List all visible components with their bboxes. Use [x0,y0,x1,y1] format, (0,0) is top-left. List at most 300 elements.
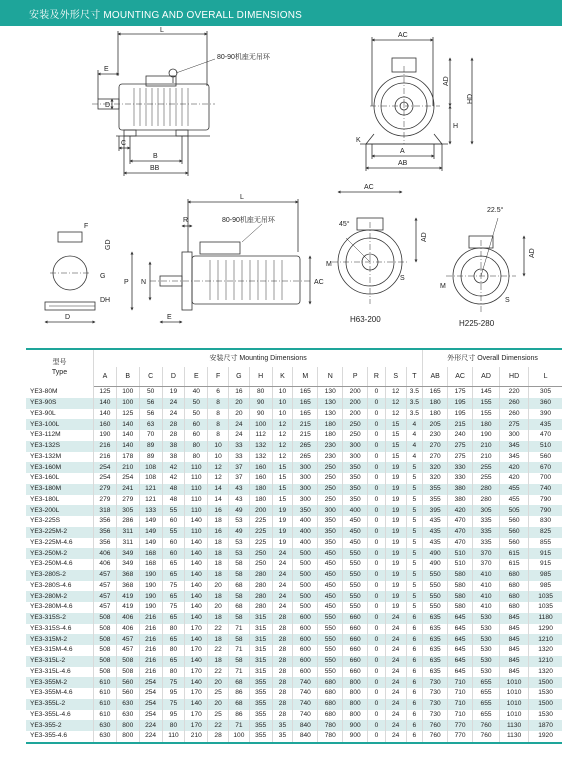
type-cell: YE3-80M [26,387,94,398]
value-cell: 305 [116,505,139,516]
value-cell: 15 [385,419,406,430]
column-header-k: K [272,367,293,387]
value-cell: 0 [368,688,386,699]
value-cell: 380 [448,495,473,506]
value-cell: 420 [448,505,473,516]
value-cell: 25 [208,688,229,699]
value-cell: 825 [529,527,562,538]
value-cell: 53 [228,538,249,549]
value-cell: 12 [272,441,293,452]
value-cell: 19 [385,473,406,484]
value-cell: 355 [249,731,272,743]
value-cell: 270 [423,441,448,452]
value-cell: 140 [185,677,208,688]
value-cell: 800 [116,731,139,743]
value-cell: 845 [500,634,529,645]
value-cell: 19 [385,462,406,473]
value-cell: 50 [139,387,162,398]
value-cell: 55 [162,527,185,538]
value-cell: 280 [473,495,500,506]
value-cell: 550 [343,548,368,559]
flange-a-m-label: M [326,261,332,268]
value-cell: 178 [116,452,139,463]
value-cell: 225 [249,538,272,549]
value-cell: 20 [228,409,249,420]
value-cell: 419 [116,602,139,613]
value-cell: 610 [94,677,117,688]
value-cell: 311 [116,527,139,538]
value-cell: 80 [185,452,208,463]
value-cell: 280 [249,591,272,602]
value-cell: 645 [448,624,473,635]
table-row [26,527,562,538]
value-cell: 550 [318,634,343,645]
value-cell: 6 [406,624,423,635]
value-cell: 550 [343,559,368,570]
type-cell: YE3-250M-4.6 [26,559,94,570]
value-cell: 38 [162,441,185,452]
value-cell: 450 [318,548,343,559]
value-cell: 280 [473,484,500,495]
value-cell: 125 [94,387,117,398]
value-cell: 48 [162,495,185,506]
value-cell: 155 [473,409,500,420]
value-cell: 190 [139,591,162,602]
value-cell: 190 [139,581,162,592]
value-cell: 80 [249,387,272,398]
value-cell: 680 [318,677,343,688]
value-cell: 216 [139,656,162,667]
value-cell: 140 [185,548,208,559]
value-cell: 450 [318,602,343,613]
value-cell: 19 [385,538,406,549]
value-cell: 140 [185,591,208,602]
value-cell: 0 [368,548,386,559]
value-cell: 355 [249,720,272,731]
value-cell: 112 [249,430,272,441]
value-cell: 18 [208,538,229,549]
value-cell: 0 [368,634,386,645]
type-cell: YE3-355L-4.6 [26,710,94,721]
value-cell: 24 [385,634,406,645]
dim-ad-label: AD [443,76,450,86]
value-cell: 80 [162,720,185,731]
column-header-e: E [185,367,208,387]
value-cell: 180 [423,409,448,420]
front-view-drawing [360,37,472,171]
value-cell: 5 [406,559,423,570]
value-cell: 89 [139,452,162,463]
value-cell: 350 [318,516,343,527]
value-cell: 457 [94,602,117,613]
value-cell: 195 [448,409,473,420]
table-row [26,441,562,452]
value-cell: 320 [423,462,448,473]
type-cell: YE3-225S [26,516,94,527]
value-cell: 25 [208,710,229,721]
value-cell: 630 [94,731,117,743]
value-cell: 18 [208,591,229,602]
value-cell: 5 [406,570,423,581]
value-cell: 12 [385,409,406,420]
dim-gd-label: GD [105,239,112,250]
value-cell: 450 [318,581,343,592]
value-cell: 530 [473,667,500,678]
value-cell: 130 [318,387,343,398]
value-cell: 170 [185,624,208,635]
value-cell: 24 [385,645,406,656]
value-cell: 270 [423,452,448,463]
value-cell: 53 [228,516,249,527]
value-cell: 168 [139,548,162,559]
value-cell: 300 [293,484,318,495]
value-cell: 740 [293,688,318,699]
value-cell: 180 [473,419,500,430]
value-cell: 125 [116,409,139,420]
value-cell: 350 [318,527,343,538]
value-cell: 170 [185,645,208,656]
value-cell: 900 [343,731,368,743]
value-cell: 60 [185,419,208,430]
value-cell: 140 [116,441,139,452]
value-cell: 132 [249,441,272,452]
value-cell: 680 [318,699,343,710]
value-cell: 0 [368,591,386,602]
value-cell: 190 [94,430,117,441]
value-cell: 24 [385,731,406,743]
value-cell: 149 [139,538,162,549]
value-cell: 1130 [500,720,529,731]
type-cell: YE3-112M [26,430,94,441]
value-cell: 800 [343,677,368,688]
value-cell: 508 [94,634,117,645]
value-cell: 19 [385,570,406,581]
value-cell: 635 [423,613,448,624]
value-cell: 140 [185,602,208,613]
section-title: 安装及外形尺寸 MOUNTING AND OVERALL DIMENSIONS [29,10,303,21]
value-cell: 250 [343,430,368,441]
value-cell: 300 [343,441,368,452]
value-cell: 0 [368,559,386,570]
value-cell: 5 [406,538,423,549]
value-cell: 335 [473,516,500,527]
value-cell: 225 [249,516,272,527]
flange-b-m-label: M [440,283,446,290]
value-cell: 1530 [538,710,553,718]
value-cell: 345 [500,452,529,463]
dim-ab-label: AB [398,160,408,167]
value-cell: 760 [423,720,448,731]
flange-a-angle-label: 45° [339,221,350,228]
value-cell: 180 [318,419,343,430]
table-row [26,473,562,484]
value-cell: 615 [500,559,529,570]
table-row [26,699,562,710]
value-cell: 8 [208,409,229,420]
table-row [26,430,562,441]
value-cell: 1210 [529,656,562,667]
value-cell: 0 [368,581,386,592]
dim-b-label: B [153,153,158,160]
type-header [26,349,94,387]
value-cell: 28 [272,634,293,645]
value-cell: 19 [385,527,406,538]
value-cell: 160 [94,419,117,430]
value-cell: 19 [385,548,406,559]
value-cell: 70 [139,430,162,441]
value-cell: 400 [293,538,318,549]
value-cell: 24 [162,398,185,409]
value-cell: 457 [94,591,117,602]
value-cell: 18 [208,656,229,667]
value-cell: 22 [208,720,229,731]
value-cell: 108 [139,473,162,484]
value-cell: 10 [272,409,293,420]
value-cell: 419 [116,591,139,602]
table-row [26,581,562,592]
value-cell: 15 [385,441,406,452]
value-cell: 450 [343,516,368,527]
value-cell: 700 [540,474,552,482]
table-row [26,731,562,743]
value-cell: 655 [473,699,500,710]
value-cell: 216 [139,667,162,678]
type-cell: YE3-355-2 [26,720,94,731]
value-cell: 12 [272,419,293,430]
type-cell: YE3-315L-4.6 [26,667,94,678]
value-cell: 300 [318,505,343,516]
value-cell: 15 [272,495,293,506]
value-cell: 33 [228,441,249,452]
table-row [26,484,562,495]
type-cell: YE3-160M [26,462,94,473]
value-cell: 28 [272,699,293,710]
value-cell: 100 [116,387,139,398]
value-cell: 0 [368,409,386,420]
value-cell: 300 [293,495,318,506]
value-cell: 28 [272,677,293,688]
value-cell: 915 [540,560,552,568]
value-cell: 845 [500,645,529,656]
column-header-t: T [406,367,423,387]
value-cell: 320 [423,473,448,484]
value-cell: 65 [162,634,185,645]
value-cell: 140 [94,398,117,409]
value-cell: 1010 [500,688,529,699]
value-cell: 455 [500,484,529,495]
value-cell: 800 [343,710,368,721]
column-header-s: S [385,367,406,387]
value-cell: 550 [318,624,343,635]
table-row [26,409,562,420]
value-cell: 550 [318,645,343,656]
value-cell: 12 [385,398,406,409]
dimensions-table [26,348,562,744]
value-cell: 0 [368,452,386,463]
value-cell: 80 [162,667,185,678]
value-cell: 100 [228,731,249,743]
flange-a-caption: H63-200 [350,315,381,324]
value-cell: 500 [293,602,318,613]
type-header-cn: 型号 [52,359,67,367]
value-cell: 8 [208,419,229,430]
value-cell: 216 [139,645,162,656]
value-cell: 205 [423,419,448,430]
value-cell: 510 [529,441,562,452]
value-cell: 615 [500,548,529,559]
value-cell: 16 [228,387,249,398]
value-cell: 49 [228,527,249,538]
value-cell: 240 [448,430,473,441]
value-cell: 80 [162,645,185,656]
value-cell: 435 [423,538,448,549]
value-cell: 140 [185,581,208,592]
value-cell: 19 [385,602,406,613]
value-cell: 110 [185,495,208,506]
value-cell: 0 [368,613,386,624]
value-cell: 560 [116,688,139,699]
type-cell: YE3-200L [26,505,94,516]
value-cell: 660 [343,634,368,645]
value-cell: 19 [385,581,406,592]
value-cell: 0 [368,720,386,731]
value-cell: 110 [185,473,208,484]
value-cell: 318 [94,505,117,516]
value-cell: 0 [368,505,386,516]
value-cell: 985 [529,570,562,581]
value-cell: 0 [368,473,386,484]
value-cell: 0 [368,731,386,743]
value-cell: 210 [473,441,500,452]
table-row [26,720,562,731]
value-cell: 19 [272,527,293,538]
value-cell: 510 [448,548,473,559]
flange-b-angle-label: 22.5° [487,207,504,214]
type-cell: YE3-225M-4.6 [26,538,94,549]
value-cell: 790 [540,495,552,503]
value-cell: 275 [448,441,473,452]
value-cell: 24 [228,430,249,441]
value-cell: 355 [249,699,272,710]
value-cell: 58 [228,570,249,581]
type-cell: YE3-225M-2 [26,527,94,538]
type-cell: YE3-100L [26,419,94,430]
value-cell: 254 [139,677,162,688]
value-cell: 19 [385,559,406,570]
value-cell: 254 [139,710,162,721]
value-cell: 58 [228,656,249,667]
table-row [26,667,562,678]
value-cell: 279 [116,495,139,506]
value-cell: 350 [293,505,318,516]
type-cell: YE3-180M [26,484,94,495]
value-cell: 37 [228,462,249,473]
value-cell: 368 [116,581,139,592]
value-cell: 530 [473,624,500,635]
value-cell: 250 [249,548,272,559]
value-cell: 680 [318,710,343,721]
value-cell: 0 [368,495,386,506]
value-cell: 315 [249,624,272,635]
value-cell: 730 [423,688,448,699]
value-cell: 845 [500,613,529,624]
value-cell: 18 [208,516,229,527]
table-column-header-row [26,367,562,387]
value-cell: 260 [500,409,529,420]
value-cell: 175 [448,387,473,398]
value-cell: 550 [343,591,368,602]
value-cell: 580 [448,581,473,592]
type-cell: YE3-132S [26,441,94,452]
value-cell: 0 [368,656,386,667]
table-row [26,495,562,506]
value-cell: 915 [529,548,562,559]
value-cell: 75 [162,677,185,688]
value-cell: 740 [293,677,318,688]
flange-b-s-label: S [505,297,510,304]
value-cell: 18 [208,559,229,570]
value-cell: 28 [272,645,293,656]
value-cell: 530 [473,634,500,645]
value-cell: 16 [208,505,229,516]
table-row [26,398,562,409]
value-cell: 24 [385,720,406,731]
value-cell: 349 [116,559,139,570]
value-cell: 14 [208,484,229,495]
type-cell: YE3-90S [26,398,94,409]
type-cell: YE3-90L [26,409,94,420]
value-cell: 28 [272,688,293,699]
value-cell: 300 [500,430,529,441]
dim-e-label: E [104,66,109,73]
value-cell: 168 [139,559,162,570]
value-cell: 550 [343,570,368,581]
value-cell: 457 [116,634,139,645]
value-cell: 5 [406,591,423,602]
value-cell: 0 [368,527,386,538]
value-cell: 210 [185,731,208,743]
value-cell: 200 [249,505,272,516]
value-cell: 180 [318,430,343,441]
value-cell: 20 [228,398,249,409]
value-cell: 86 [228,710,249,721]
column-header-r: R [368,367,386,387]
value-cell: 800 [116,720,139,731]
value-cell: 250 [343,419,368,430]
value-cell: 63 [139,419,162,430]
value-cell: 410 [473,591,500,602]
value-cell: 254 [94,462,117,473]
value-cell: 149 [139,527,162,538]
value-cell: 635 [423,645,448,656]
table-row [26,591,562,602]
value-cell: 0 [368,677,386,688]
table-row [26,602,562,613]
value-cell: 457 [116,645,139,656]
value-cell: 360 [529,398,562,409]
value-cell: 12 [208,473,229,484]
value-cell: 305 [473,505,500,516]
type-cell: YE3-132M [26,452,94,463]
value-cell: 6 [406,731,423,743]
value-cell: 215 [293,430,318,441]
value-cell: 0 [368,462,386,473]
value-cell: 600 [293,667,318,678]
value-cell: 24 [272,602,293,613]
value-cell: 49 [228,505,249,516]
value-cell: 140 [94,409,117,420]
type-cell: YE3-160L [26,473,94,484]
